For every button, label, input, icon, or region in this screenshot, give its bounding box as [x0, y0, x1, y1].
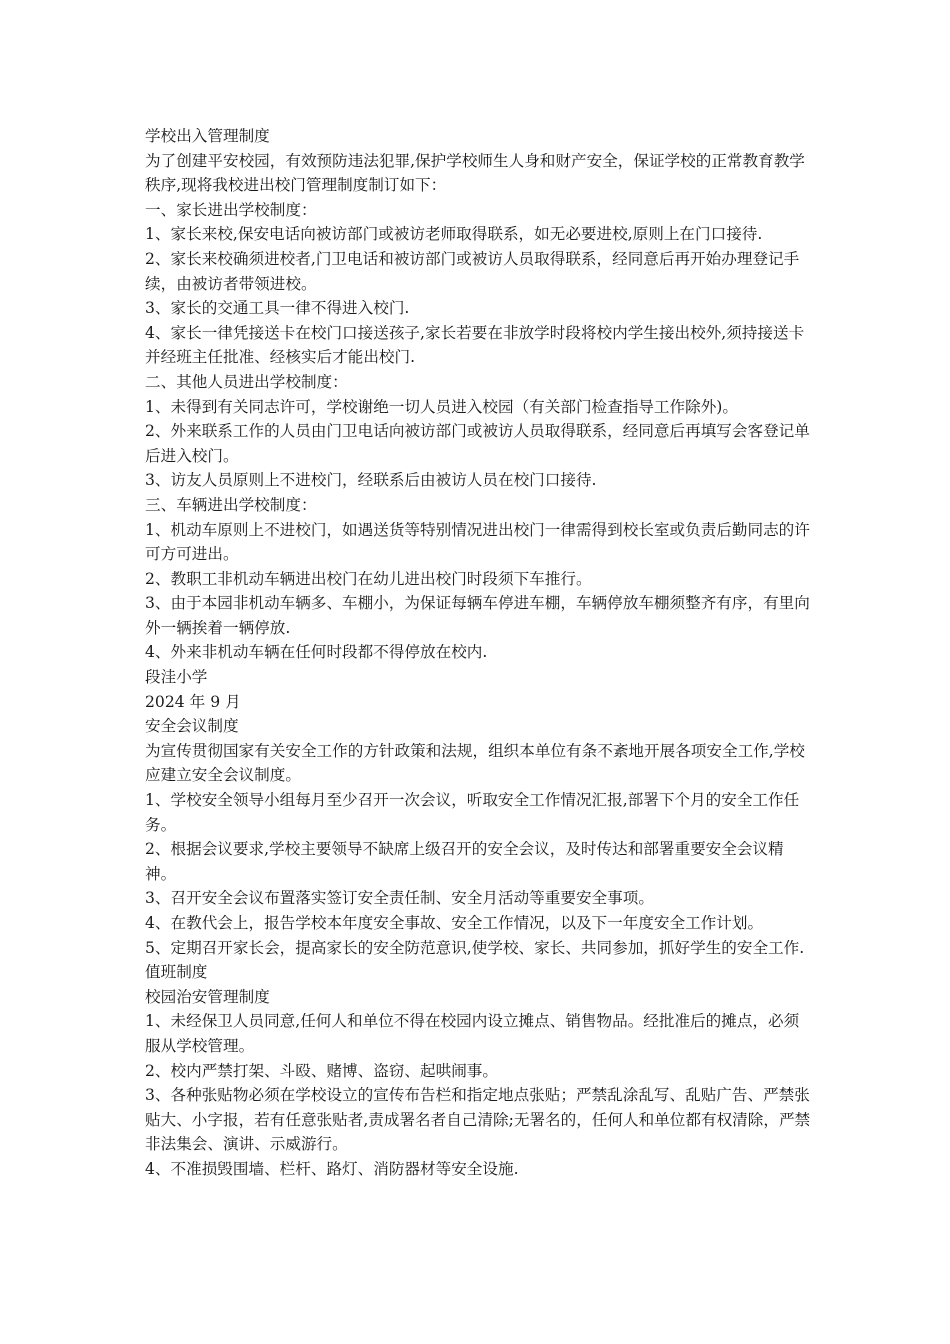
doc-title-duty: 值班制度 — [145, 963, 208, 982]
list-item: 3、各种张贴物必须在学校设立的宣传布告栏和指定地点张贴；严禁乱涂乱写、乱贴广告、严禁张贴大、小字报，若有任意张贴者,责成署名者自己清除;无署名的，任何人和单位都有权清除，严禁非法集会、演讲、示威游行。 — [145, 1086, 811, 1154]
list-item: 3、由于本园非机动车辆多、车棚小，为保证每辆车停进车棚，车辆停放车棚须整齐有序，有里向外一辆挨着一辆停放. — [145, 594, 810, 637]
doc-title-entry-management: 学校出入管理制度 — [145, 127, 270, 145]
list-item: 1、家长来校,保安电话向被访部门或被访老师取得联系，如无必要进校,原则上在门口接待. — [145, 225, 763, 244]
list-item: 4、外来非机动车辆在任何时段都不得停放在校内. — [145, 643, 488, 662]
list-item: 1、机动车原则上不进校门，如遇送货等特别情况进出校门一律需得到校长室或负责后勤同志的许可方可进出。 — [145, 520, 810, 564]
list-item: 2、根据会议要求,学校主要领导不缺席上级召开的安全会议，及时传达和部署重要安全会议精神。 — [145, 840, 784, 883]
doc-title-campus-security: 校园治安管理制度 — [145, 987, 270, 1006]
section-heading: 二、其他人员进出学校制度： — [145, 372, 348, 391]
list-item: 3、访友人员原则上不进校门，经联系后由被访人员在校门口接待. — [145, 471, 597, 490]
paragraph: 为宣传贯彻国家有关安全工作的方针政策和法规，组织本单位有条不紊地开展各项安全工作,学校应建立安全会议制度。 — [145, 741, 805, 785]
list-item: 4、在教代会上，报告学校本年度安全事故、安全工作情况，以及下一年度安全工作计划。 — [145, 914, 764, 932]
signature-date: 2024 年 9 月 — [145, 692, 241, 711]
doc-title-safety-meeting: 安全会议制度 — [145, 717, 239, 736]
list-item: 5、定期召开家长会，提高家长的安全防范意识,使学校、家长、共同参加，抓好学生的安全工作. — [145, 938, 805, 957]
list-item: 2、教职工非机动车辆进出校门在幼儿进出校门时段须下车推行。 — [145, 569, 592, 588]
signature-school: 段洼小学 — [145, 668, 208, 687]
list-item: 3、召开安全会议布置落实签订安全责任制、安全月活动等重要安全事项。 — [145, 889, 654, 908]
list-item: 1、未得到有关同志许可，学校谢绝一切人员进入校园（有关部门检查指导工作除外)。 — [145, 397, 738, 416]
section-heading: 三、车辆进出学校制度： — [145, 495, 317, 514]
paragraph: 为了创建平安校园，有效预防违法犯罪,保护学校师生人身和财产安全，保证学校的正常教育教学秩序,现将我校进出校门管理制度制订如下： — [145, 151, 805, 195]
list-item: 1、未经保卫人员同意,任何人和单位不得在校园内设立摊点、销售物品。经批准后的摊点，必须服从学校管理。 — [145, 1012, 800, 1055]
list-item: 4、家长一律凭接送卡在校门口接送孩子,家长若要在非放学时段将校内学生接出校外,须持接送卡并经班主任批准、经核实后才能出校门. — [145, 323, 805, 367]
list-item: 4、不准损毁围墙、栏杆、路灯、消防器材等安全设施. — [145, 1159, 519, 1178]
list-item: 2、家长来校确须进校者,门卫电话和被访部门或被访人员取得联系，经同意后再开始办理登记手续，由被访者带领进校。 — [145, 249, 800, 293]
list-item: 1、学校安全领导小组每月至少召开一次会议，听取安全工作情况汇报,部署下个月的安全工作任务。 — [145, 791, 800, 834]
list-item: 3、家长的交通工具一律不得进入校门. — [145, 299, 410, 318]
list-item: 2、校内严禁打架、斗殴、赌博、盗窃、起哄闹事。 — [145, 1061, 498, 1080]
section-heading: 一、家长进出学校制度： — [145, 200, 317, 219]
list-item: 2、外来联系工作的人员由门卫电话向被访部门或被访人员取得联系，经同意后再填写会客登记单后进入校门。 — [145, 422, 810, 465]
document-body — [145, 124, 813, 1182]
